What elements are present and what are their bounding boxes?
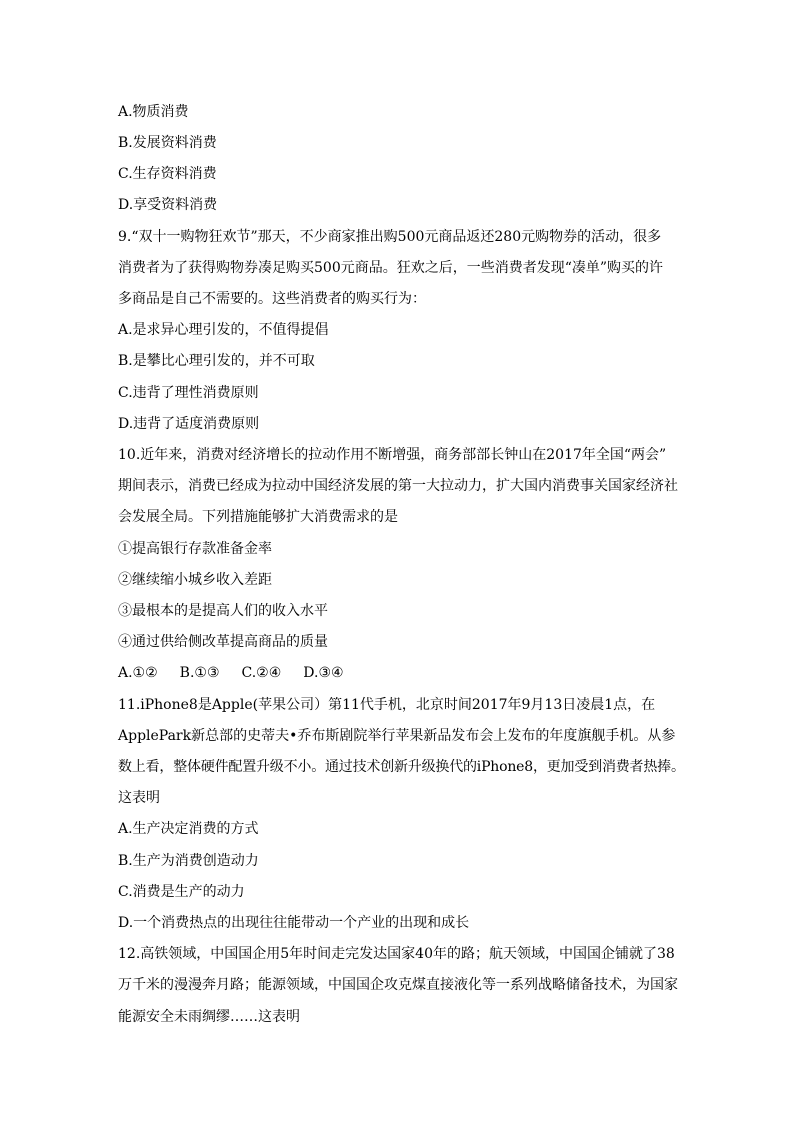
q8-option-c: C.生存资料消费	[118, 166, 217, 182]
q12-stem-line-2: 万千米的漫漫奔月路；能源领域，中国国企攻克煤直接液化等一系列战略储备技术，为国家	[118, 977, 678, 993]
q9-stem-line-3: 多商品是自己不需要的。这些消费者的购买行为：	[118, 291, 426, 307]
q8-option-a: A.物质消费	[118, 104, 189, 120]
q10-options	[118, 663, 688, 683]
q9-option-b: B.是攀比心理引发的，并不可取	[118, 353, 315, 369]
q9-option-d: D.违背了适度消费原则	[118, 416, 260, 432]
q11-stem-line-3: 数上看，整体硬件配置升级不小。通过技术创新升级换代的iPhone8，更加受到消费者热捧。	[118, 759, 685, 775]
q10-item-3: ③最根本的是提高人们的收入水平	[118, 603, 328, 619]
q11-option-c: C.消费是生产的动力	[118, 884, 245, 900]
q10-option-b: B.①③	[179, 665, 220, 681]
q11-stem-line-4: 这表明	[118, 790, 160, 806]
q10-stem-line-2: 期间表示，消费已经成为拉动中国经济发展的第一大拉动力，扩大国内消费事关国家经济社	[118, 478, 678, 494]
q9-stem-line-2: 消费者为了获得购物券凑足购买500元商品。狂欢之后，一些消费者发现“凑单”购买的许	[118, 260, 664, 276]
q12-stem-line-3: 能源安全未雨绸缪……这表明	[118, 1009, 300, 1025]
q11-option-a: A.生产决定消费的方式	[118, 821, 259, 837]
q10-option-c: C.②④	[241, 665, 282, 681]
q10-option-d: D.③④	[303, 665, 344, 681]
q9-stem-line-1: 9.“双十一购物狂欢节”那天，不少商家推出购500元商品返还280元购物券的活动，很多	[118, 229, 662, 245]
q8-option-d: D.享受资料消费	[118, 197, 218, 213]
q10-option-a: A.①②	[118, 665, 158, 681]
q11-option-d: D.一个消费热点的出现往往能带动一个产业的出现和成长	[118, 915, 470, 931]
q8-option-b: B.发展资料消费	[118, 135, 217, 151]
q10-stem-line-1: 10.近年来，消费对经济增长的拉动作用不断增强，商务部部长钟山在2017年全国“两会”	[118, 447, 667, 463]
q9-option-c: C.违背了理性消费原则	[118, 385, 259, 401]
q10-item-2: ②继续缩小城乡收入差距	[118, 572, 272, 588]
q12-stem-line-1: 12.高铁领域，中国国企用5年时间走完发达国家40年的路；航天领域，中国国企铺就了38	[118, 946, 675, 962]
q9-option-a: A.是求异心理引发的，不值得提倡	[118, 322, 329, 338]
q10-item-4: ④通过供给侧改革提高商品的质量	[118, 634, 328, 650]
q10-item-1: ①提高银行存款准备金率	[118, 541, 272, 557]
q11-option-b: B.生产为消费创造动力	[118, 853, 259, 869]
q11-stem-line-1: 11.iPhone8是Apple(苹果公司）第11代手机，北京时间2017年9月13日凌晨1点，在	[118, 697, 656, 713]
q11-stem-line-2: ApplePark新总部的史蒂夫•乔布斯剧院举行苹果新品发布会上发布的年度旗舰手机。从参	[118, 728, 676, 744]
q10-stem-line-3: 会发展全局。下列措施能够扩大消费需求的是	[118, 509, 398, 525]
